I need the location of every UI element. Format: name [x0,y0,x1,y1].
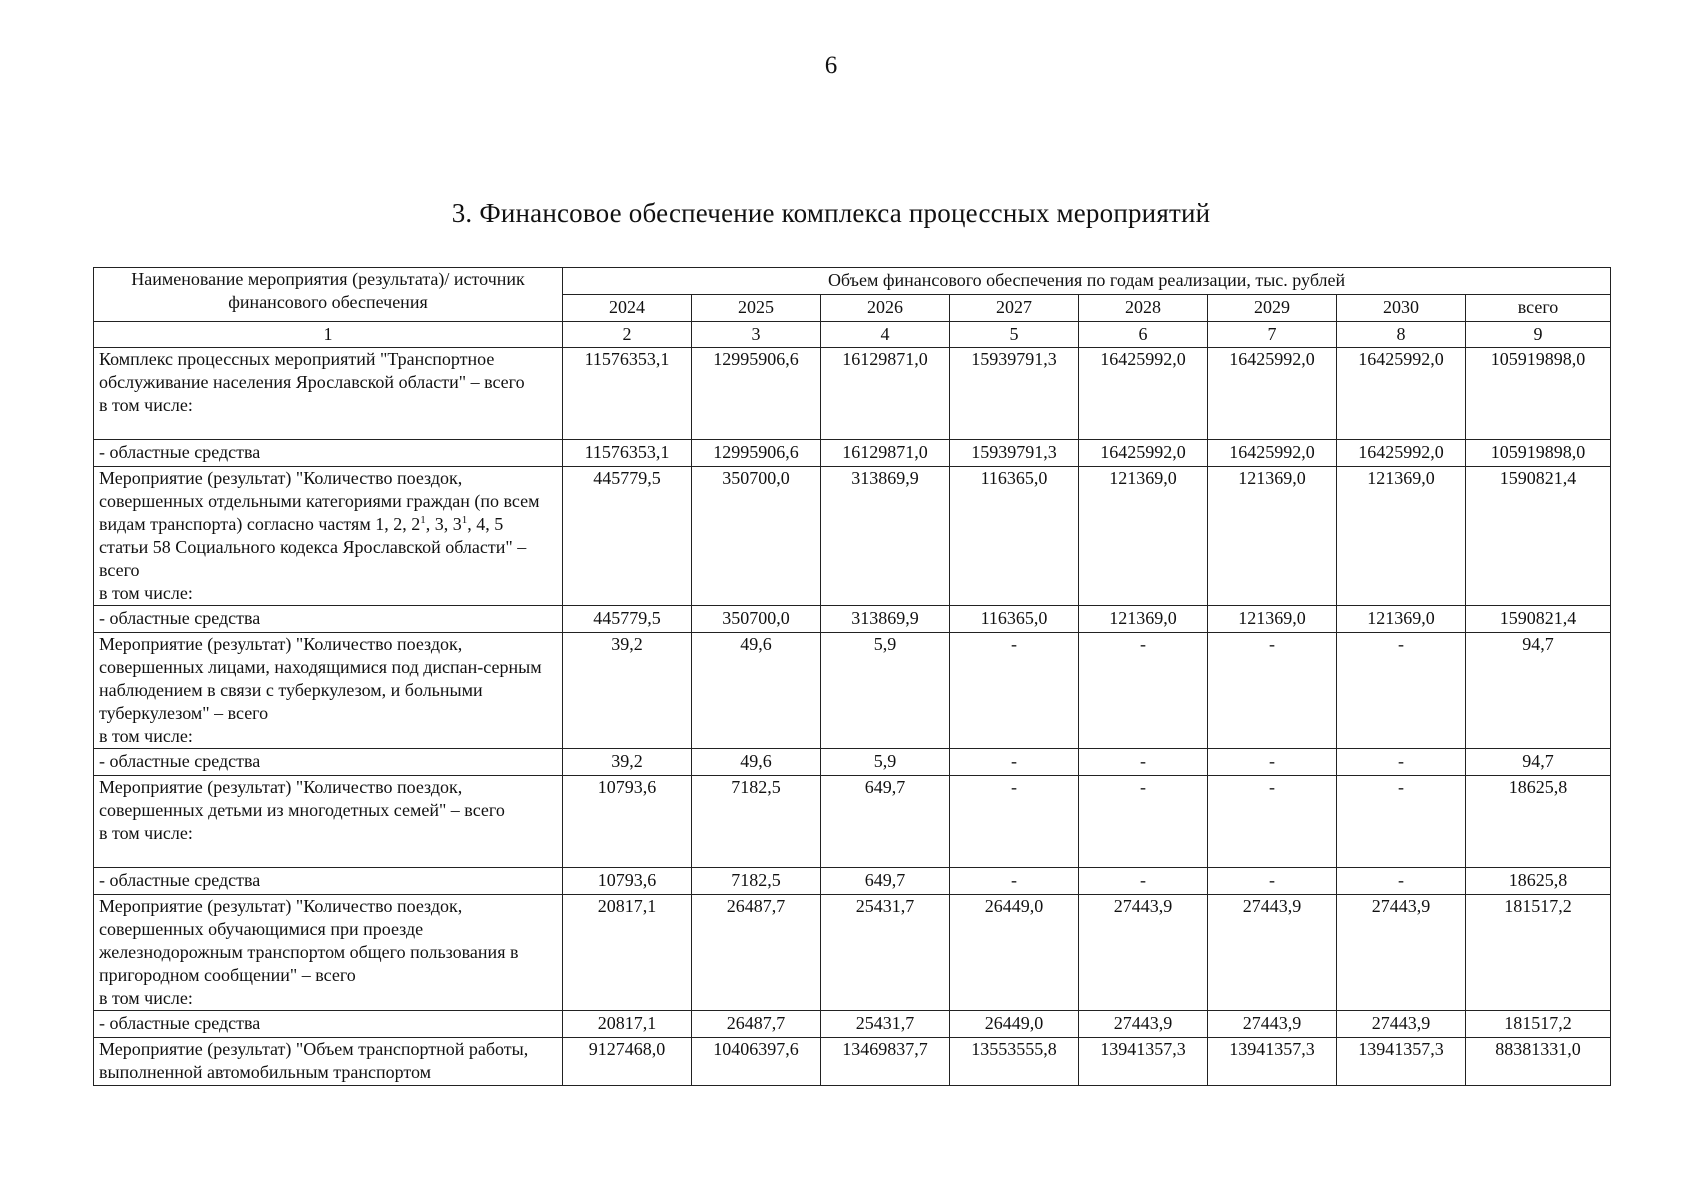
year-value: 121369,0 [1079,606,1208,633]
total-value: 88381331,0 [1466,1038,1611,1086]
year-value: 313869,9 [821,467,950,606]
year-value: 121369,0 [1337,467,1466,606]
year-value: 121369,0 [1208,606,1337,633]
year-value: 10406397,6 [692,1038,821,1086]
total-value: 105919898,0 [1466,348,1611,440]
funding-source-row [94,440,1611,467]
year-value: 27443,9 [1337,1011,1466,1038]
year-value: 27443,9 [1079,1011,1208,1038]
table-row [94,776,1611,868]
funding-source-name: - областные средства [94,749,563,776]
year-value: 11576353,1 [563,348,692,440]
page-number: 6 [824,52,838,79]
year-value: 445779,5 [563,606,692,633]
year-value: - [1208,776,1337,868]
funding-source-name: - областные средства [94,606,563,633]
column-number: 7 [1208,322,1337,348]
total-value: 94,7 [1466,633,1611,749]
year-value: - [950,633,1079,749]
funding-source-row [94,606,1611,633]
year-value: 313869,9 [821,606,950,633]
year-value: 27443,9 [1079,895,1208,1011]
year-value: 649,7 [821,868,950,895]
column-number: 1 [94,322,563,348]
year-value: 13941357,3 [1337,1038,1466,1086]
total-value: 1590821,4 [1466,606,1611,633]
year-value: 16425992,0 [1208,348,1337,440]
total-value: 181517,2 [1466,1011,1611,1038]
column-number: 4 [821,322,950,348]
table-row [94,633,1611,749]
year-value: 121369,0 [1079,467,1208,606]
year-value: 11576353,1 [563,440,692,467]
year-value: 15939791,3 [950,348,1079,440]
year-value: 25431,7 [821,895,950,1011]
header-year: 2027 [950,295,1079,322]
table-row [94,895,1611,1011]
year-value: - [950,776,1079,868]
year-value: 49,6 [692,749,821,776]
table-body [94,348,1611,1086]
year-value: 20817,1 [563,895,692,1011]
year-value: 445779,5 [563,467,692,606]
header-name-column: Наименование мероприятия (результата)/ источник финансового обеспечения [94,268,563,322]
header-year: 2030 [1337,295,1466,322]
header-year: 2024 [563,295,692,322]
table-row [94,348,1611,440]
year-value: 20817,1 [563,1011,692,1038]
year-value: 121369,0 [1337,606,1466,633]
year-value: - [1337,749,1466,776]
total-value: 18625,8 [1466,868,1611,895]
year-value: 10793,6 [563,776,692,868]
total-value: 105919898,0 [1466,440,1611,467]
header-year: 2028 [1079,295,1208,322]
funding-source-row [94,1011,1611,1038]
year-value: 26487,7 [692,895,821,1011]
year-value: 16425992,0 [1079,348,1208,440]
year-value: 9127468,0 [563,1038,692,1086]
year-value: - [1079,776,1208,868]
year-value: - [1337,633,1466,749]
header-funding-volume: Объем финансового обеспечения по годам реализации, тыс. рублей [563,268,1611,295]
year-value: 16425992,0 [1208,440,1337,467]
activity-name: Мероприятие (результат) "Количество поездок, совершенных детьми из многодетных семей" – всего в том числе: [94,776,563,868]
header-year: 2026 [821,295,950,322]
column-numbers-row [94,322,1611,348]
year-value: 16129871,0 [821,348,950,440]
year-value: 7182,5 [692,776,821,868]
year-value: 5,9 [821,633,950,749]
activity-name: Комплекс процессных мероприятий "Транспортное обслуживание населения Ярославской области" – всего в том числе: [94,348,563,440]
year-value: 49,6 [692,633,821,749]
year-value: 39,2 [563,749,692,776]
column-number: 8 [1337,322,1466,348]
year-value: 13941357,3 [1079,1038,1208,1086]
year-value: 10793,6 [563,868,692,895]
total-value: 94,7 [1466,749,1611,776]
year-value: - [1079,633,1208,749]
table-row [94,467,1611,606]
year-value: - [1337,868,1466,895]
activity-name: Мероприятие (результат) "Объем транспортной работы, выполненной автомобильным транспортом [94,1038,563,1086]
year-value: 15939791,3 [950,440,1079,467]
year-value: 16425992,0 [1337,440,1466,467]
year-value: 16129871,0 [821,440,950,467]
year-value: 25431,7 [821,1011,950,1038]
funding-source-name: - областные средства [94,1011,563,1038]
year-value: 116365,0 [950,606,1079,633]
year-value: 13553555,8 [950,1038,1079,1086]
column-number: 3 [692,322,821,348]
year-value: - [1079,868,1208,895]
funding-source-name: - областные средства [94,440,563,467]
year-value: 12995906,6 [692,440,821,467]
year-value: 5,9 [821,749,950,776]
financing-table [93,267,1611,1086]
column-number: 2 [563,322,692,348]
year-value: - [1208,868,1337,895]
year-value: - [950,749,1079,776]
year-value: 649,7 [821,776,950,868]
total-value: 1590821,4 [1466,467,1611,606]
year-value: - [1208,633,1337,749]
year-value: 39,2 [563,633,692,749]
year-value: - [1337,776,1466,868]
funding-source-name: - областные средства [94,868,563,895]
table-row [94,1038,1611,1086]
year-value: 116365,0 [950,467,1079,606]
funding-source-row [94,868,1611,895]
year-value: 26487,7 [692,1011,821,1038]
activity-name: Мероприятие (результат) "Количество поездок, совершенных обучающимися при проезде железнодорожным транспортом общего пользования в пригородном сообщении" – всего в том числе: [94,895,563,1011]
year-value: 350700,0 [692,467,821,606]
year-value: 16425992,0 [1079,440,1208,467]
activity-name: Мероприятие (результат) "Количество поездок, совершенных лицами, находящимися под диспан-серным наблюдением в связи с туберкулезом, и больными туберкулезом" – всего в том числе: [94,633,563,749]
year-value: - [950,868,1079,895]
column-number: 6 [1079,322,1208,348]
activity-name: Мероприятие (результат) "Количество поездок, совершенных отдельными категориями граждан (по всем видам транспорта) согласно частям 1, 2, $2^1$, 3, $3^1$, 4, 5 статьи 58 Социального кодекса Ярославской области" – всего в том числе: [94,467,563,606]
column-number: 5 [950,322,1079,348]
total-value: 181517,2 [1466,895,1611,1011]
year-value: 13941357,3 [1208,1038,1337,1086]
section-title: 3. Финансовое обеспечение комплекса процессных мероприятий [451,198,1211,228]
year-value: 27443,9 [1208,895,1337,1011]
year-value: 27443,9 [1337,895,1466,1011]
year-value: 13469837,7 [821,1038,950,1086]
year-value: 26449,0 [950,1011,1079,1038]
year-value: - [1208,749,1337,776]
column-number: 9 [1466,322,1611,348]
header-year: 2025 [692,295,821,322]
year-value: 16425992,0 [1337,348,1466,440]
year-value: 12995906,6 [692,348,821,440]
year-value: 121369,0 [1208,467,1337,606]
year-value: - [1079,749,1208,776]
funding-source-row [94,749,1611,776]
header-year: 2029 [1208,295,1337,322]
year-value: 7182,5 [692,868,821,895]
year-value: 27443,9 [1208,1011,1337,1038]
year-value: 350700,0 [692,606,821,633]
total-value: 18625,8 [1466,776,1611,868]
year-value: 26449,0 [950,895,1079,1011]
header-total: всего [1466,295,1611,322]
